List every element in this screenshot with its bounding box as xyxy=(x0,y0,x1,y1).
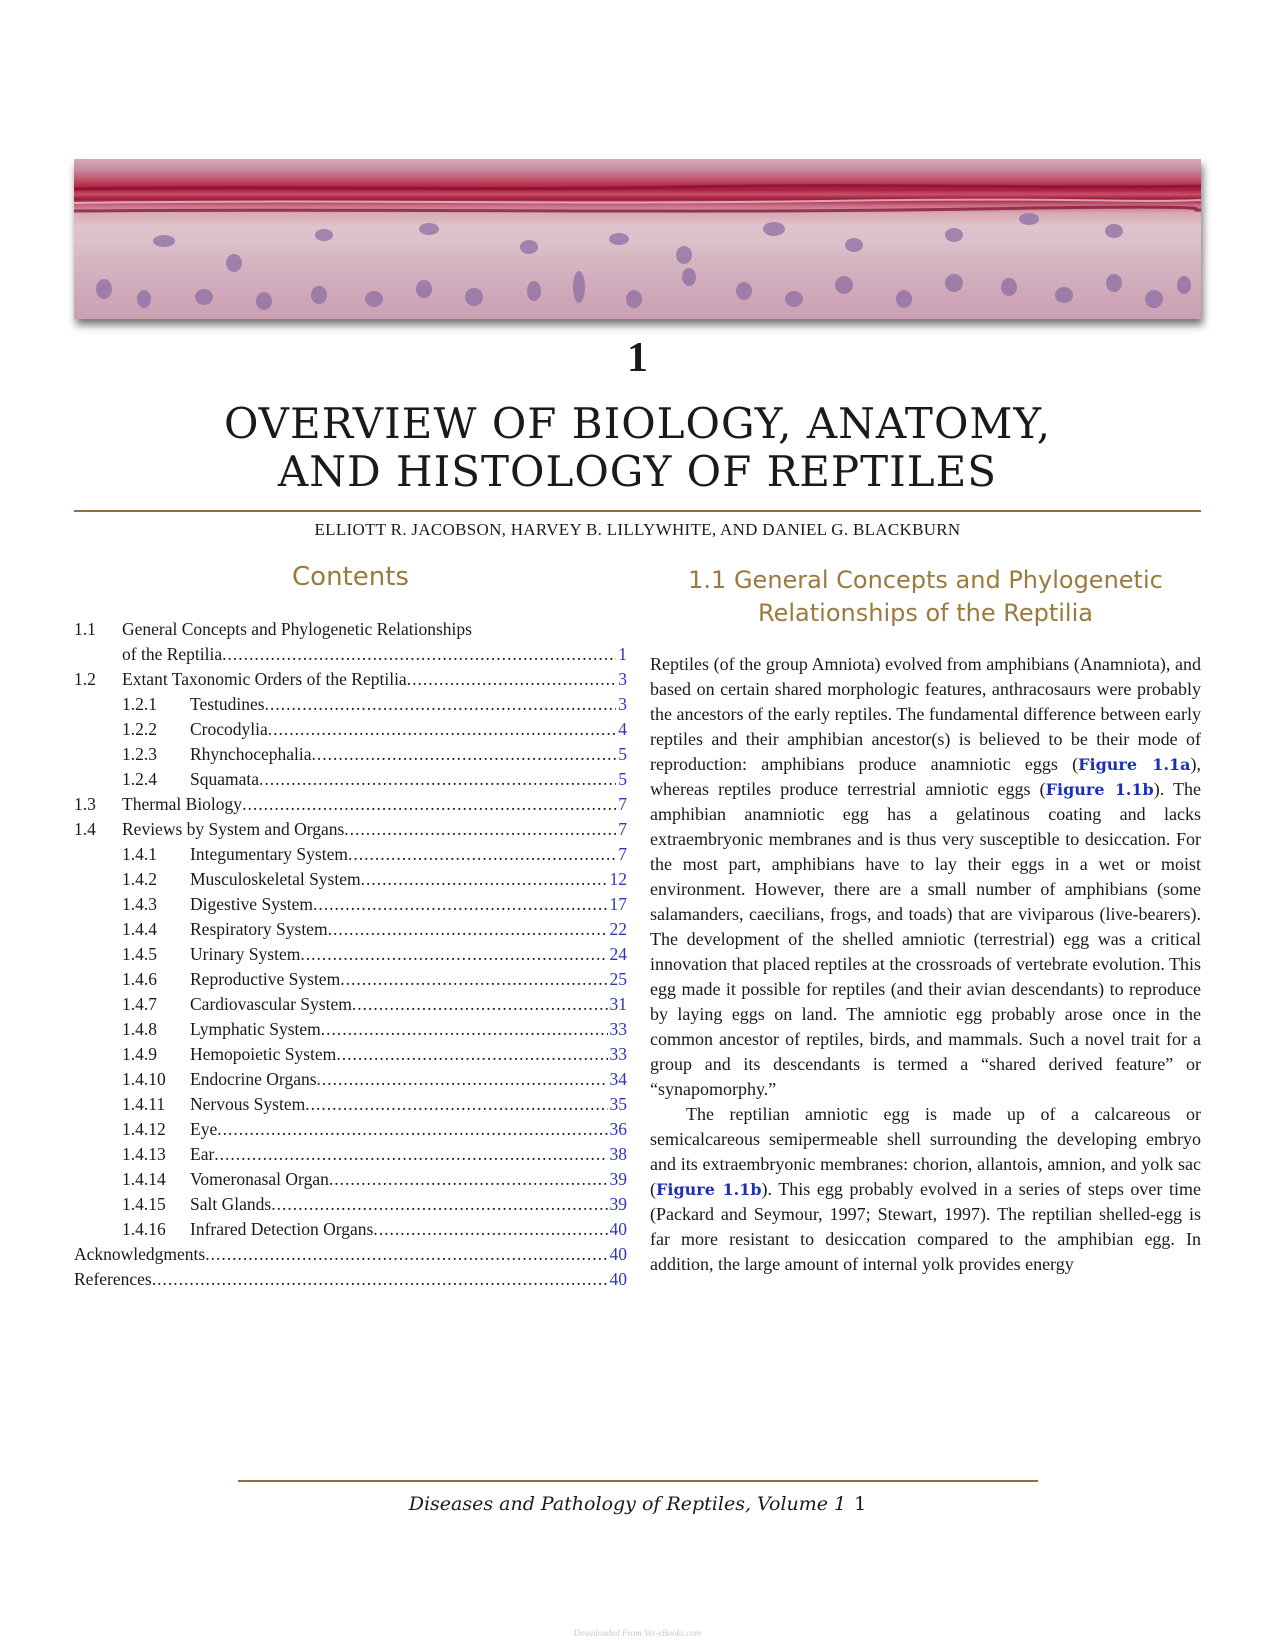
toc-dot-leader xyxy=(328,917,608,942)
toc-entry-page-link[interactable]: 36 xyxy=(609,1119,627,1139)
toc-dot-leader xyxy=(268,717,616,742)
toc-entry-page-link[interactable]: 31 xyxy=(609,994,627,1014)
paragraph-2-text-b: ). This egg probably evolved in a series of steps over time (Packard and Seymour, 1997; Stewart, 1997). The reptilian shelled-egg is far more resistant to desiccation compared to the amphibian egg. In addition, the large amount of internal yolk provides energy xyxy=(650,1179,1201,1274)
toc-entry[interactable] xyxy=(74,692,627,717)
toc-entry[interactable] xyxy=(74,1217,627,1242)
toc-entry[interactable] xyxy=(74,1117,627,1142)
toc-dot-leader xyxy=(222,642,616,667)
section-heading-line-1: 1.1 General Concepts and Phylogenetic xyxy=(688,566,1163,594)
page-footer xyxy=(0,1493,1275,1515)
toc-entry-number: 1.4.16 xyxy=(122,1219,166,1239)
toc-entry[interactable] xyxy=(74,742,627,767)
chapter-authors: ELLIOTT R. JACOBSON, HARVEY B. LILLYWHITE, AND DANIEL G. BLACKBURN xyxy=(314,520,961,539)
toc-entry-page-link[interactable]: 39 xyxy=(609,1194,627,1214)
toc-entry-number: 1.2.1 xyxy=(122,694,157,714)
toc-entry-title: Salt Glands xyxy=(190,1194,272,1214)
toc-entry-title: Rhynchocephalia xyxy=(190,744,312,764)
histology-cells-illustration xyxy=(74,159,1201,319)
toc-entry-title: Crocodylia xyxy=(190,719,268,739)
toc-entry-page-link[interactable]: 22 xyxy=(609,919,627,939)
toc-entry-page-link[interactable]: 38 xyxy=(609,1144,627,1164)
toc-entry[interactable] xyxy=(74,792,627,817)
toc-entry-title: Cardiovascular System xyxy=(190,994,352,1014)
toc-entry-number: 1.4.6 xyxy=(122,969,157,989)
toc-dot-leader xyxy=(214,1142,607,1167)
toc-entry-title: Eye xyxy=(190,1119,218,1139)
toc-entry[interactable] xyxy=(74,1192,627,1217)
title-divider xyxy=(74,510,1201,512)
toc-entry-page-link[interactable]: 39 xyxy=(609,1169,627,1189)
toc-entry-number: 1.4.10 xyxy=(122,1069,166,1089)
toc-entry-number: 1.4.11 xyxy=(122,1094,166,1114)
toc-entry-page-link[interactable]: 34 xyxy=(609,1069,627,1089)
chapter-title-line-2: AND HISTOLOGY OF REPTILES xyxy=(277,447,998,496)
figure-link-1-1a[interactable]: Figure 1.1a xyxy=(1078,755,1191,774)
toc-entry-title: Squamata xyxy=(190,769,260,789)
chapter-title-line-1: OVERVIEW OF BIOLOGY, ANATOMY, xyxy=(223,399,1052,448)
toc-entry-page-link[interactable]: 40 xyxy=(609,1244,627,1264)
toc-dot-leader xyxy=(373,1217,607,1242)
toc-dot-leader xyxy=(311,742,616,767)
figure-link-1-1b-second[interactable]: Figure 1.1b xyxy=(656,1180,762,1199)
contents-heading: Contents xyxy=(292,562,409,592)
toc-entry-page-link[interactable]: 12 xyxy=(609,869,627,889)
toc-entry[interactable] xyxy=(74,1267,627,1292)
toc-entry-title: References xyxy=(74,1269,152,1289)
toc-entry-page-link[interactable]: 3 xyxy=(618,694,627,714)
toc-entry[interactable] xyxy=(74,717,627,742)
toc-entry[interactable] xyxy=(74,1242,627,1267)
toc-entry[interactable] xyxy=(74,967,627,992)
toc-entry[interactable] xyxy=(74,817,627,842)
toc-dot-leader xyxy=(336,1042,607,1067)
toc-entry-page-link[interactable]: 17 xyxy=(609,894,627,914)
toc-entry[interactable] xyxy=(74,917,627,942)
toc-entry[interactable] xyxy=(74,842,627,867)
toc-dot-leader xyxy=(300,942,607,967)
toc-entry-page-link[interactable]: 40 xyxy=(609,1269,627,1289)
toc-entry-number: 1.2 xyxy=(74,669,96,689)
toc-entry-page-link[interactable]: 35 xyxy=(609,1094,627,1114)
toc-dot-leader xyxy=(205,1242,607,1267)
toc-entry-page-link[interactable]: 7 xyxy=(618,844,627,864)
download-watermark: Downloaded From Vet-eBooks.com xyxy=(573,1628,702,1638)
toc-entry-number: 1.4.7 xyxy=(122,994,157,1014)
chapter-title xyxy=(0,400,1275,496)
toc-dot-leader xyxy=(317,1067,608,1092)
toc-entry-number: 1.4.14 xyxy=(122,1169,166,1189)
section-heading-line-2: Relationships of the Reptilia xyxy=(758,599,1093,627)
paragraph-1-text-a: Reptiles (of the group Amniota) evolved from amphibians (Anamniota), and based on certain shared morphologic features, anthracosaurs were probably the ancestors of the early reptiles. The fundamental difference between early reptiles and their amphibian ancestor(s) is believed to be their mode of reproduction: amphibians produce anamniotic eggs ( xyxy=(650,654,1201,774)
toc-entry[interactable] xyxy=(74,617,627,642)
chapter-number: 1 xyxy=(627,335,648,381)
toc-dot-leader xyxy=(352,992,608,1017)
toc-entry[interactable] xyxy=(74,892,627,917)
toc-entry-number: 1.4.3 xyxy=(122,894,157,914)
toc-entry-number: 1.4.13 xyxy=(122,1144,166,1164)
toc-entry-number: 1.2.2 xyxy=(122,719,157,739)
toc-entry-title: Integumentary System xyxy=(190,844,348,864)
table-of-contents xyxy=(74,617,627,1292)
toc-entry-number: 1.1 xyxy=(74,619,96,639)
toc-entry-number: 1.2.3 xyxy=(122,744,157,764)
toc-entry-page-link[interactable]: 33 xyxy=(609,1019,627,1039)
toc-entry-title: Testudines xyxy=(190,694,265,714)
toc-entry-title: Lymphatic System xyxy=(190,1019,321,1039)
toc-entry-number: 1.4.15 xyxy=(122,1194,166,1214)
figure-link-1-1b[interactable]: Figure 1.1b xyxy=(1045,780,1154,799)
toc-entry-number: 1.4 xyxy=(74,819,96,839)
toc-entry-title: Infrared Detection Organs xyxy=(190,1219,374,1239)
toc-entry-title: Endocrine Organs xyxy=(190,1069,317,1089)
toc-entry-title: Urinary System xyxy=(190,944,301,964)
toc-dot-leader xyxy=(242,792,616,817)
paragraph-2-text-a: The reptilian amniotic egg is made up of a calcareous or semicalcareous semipermeable shell surrounding the developing embryo and its extraembryonic membranes: chorion, allantois, amnion, and yolk sac ( xyxy=(650,1104,1201,1199)
toc-entry-number: 1.4.4 xyxy=(122,919,157,939)
toc-entry-page-link[interactable]: 4 xyxy=(618,719,627,739)
toc-dot-leader xyxy=(265,692,617,717)
toc-entry-number: 1.3 xyxy=(74,794,96,814)
toc-entry[interactable] xyxy=(74,942,627,967)
toc-entry-title: Reproductive System xyxy=(190,969,341,989)
paragraph-2 xyxy=(650,1102,1201,1277)
toc-entry[interactable] xyxy=(74,667,627,692)
toc-entry[interactable] xyxy=(74,1017,627,1042)
toc-dot-leader xyxy=(305,1092,607,1117)
toc-dot-leader xyxy=(313,892,608,917)
footer-page-number: 1 xyxy=(854,1493,867,1515)
toc-entry-title: Ear xyxy=(190,1144,215,1164)
paragraph-1 xyxy=(650,652,1201,1102)
toc-entry-title: Respiratory System xyxy=(190,919,328,939)
toc-entry-title: Digestive System xyxy=(190,894,313,914)
toc-entry-title: Nervous System xyxy=(190,1094,306,1114)
toc-entry-page-link[interactable]: 24 xyxy=(609,944,627,964)
histology-banner-image xyxy=(74,159,1201,319)
toc-entry-number: 1.4.2 xyxy=(122,869,157,889)
toc-entry-title: Reviews by System and Organs xyxy=(122,819,345,839)
toc-dot-leader xyxy=(259,767,616,792)
toc-dot-leader xyxy=(152,1267,608,1292)
toc-entry-title: Vomeronasal Organ xyxy=(190,1169,329,1189)
toc-entry[interactable] xyxy=(74,992,627,1017)
toc-entry[interactable] xyxy=(74,767,627,792)
toc-entry-page-link[interactable]: 25 xyxy=(609,969,627,989)
paragraph-1-text-c: ). The amphibian anamniotic egg has a gelatinous coating and lacks extraembryonic membranes and is thus very susceptible to desiccation. For the most part, amphibians have to lay their eggs in a wet or moist environment. However, there are a small number of amphibians (some salamanders, caecilians, frogs, and toads) that are viviparous (live-bearers). The development of the shelled amniotic (terrestrial) egg was a critical innovation that placed reptiles at the crossroads of vertebrate evolution. This egg made it possible for reptiles (and their avian descendants) to reproduce by laying eggs on land. The amniotic egg probably arose once in the common ancestor of reptiles, birds, and mammals. Such a novel trait for a group and its descendants is termed a “shared derived feature” or “synapomorphy.” xyxy=(650,779,1202,1099)
toc-entry[interactable] xyxy=(74,1092,627,1117)
toc-entry-page-link[interactable]: 7 xyxy=(618,819,627,839)
toc-entry-number: 1.4.9 xyxy=(122,1044,157,1064)
toc-entry-title: General Concepts and Phylogenetic Relationships xyxy=(122,619,472,639)
toc-entry-page-link[interactable]: 40 xyxy=(609,1219,627,1239)
toc-entry[interactable] xyxy=(74,1142,627,1167)
toc-entry-number: 1.4.5 xyxy=(122,944,157,964)
toc-entry-number: 1.4.12 xyxy=(122,1119,166,1139)
toc-entry-page-link[interactable]: 3 xyxy=(618,669,627,689)
toc-entry-number: 1.2.4 xyxy=(122,769,157,789)
toc-entry-number: 1.4.1 xyxy=(122,844,157,864)
toc-entry-page-link[interactable]: 5 xyxy=(618,744,627,764)
section-heading xyxy=(650,564,1201,630)
toc-entry[interactable] xyxy=(74,1042,627,1067)
toc-dot-leader xyxy=(321,1017,608,1042)
footer-divider xyxy=(238,1480,1038,1482)
toc-entry-number: 1.4.8 xyxy=(122,1019,157,1039)
toc-entry-title: of the Reptilia xyxy=(122,644,223,664)
toc-entry[interactable] xyxy=(74,1167,627,1192)
toc-entry-title: Musculoskeletal System xyxy=(190,869,361,889)
toc-dot-leader xyxy=(348,842,616,867)
toc-entry-title: Thermal Biology xyxy=(122,794,243,814)
toc-dot-leader xyxy=(361,867,608,892)
toc-entry[interactable] xyxy=(74,867,627,892)
section-body xyxy=(650,652,1201,1277)
toc-dot-leader xyxy=(217,1117,607,1142)
toc-entry-page-link[interactable]: 1 xyxy=(618,644,627,664)
toc-dot-leader xyxy=(329,1167,608,1192)
toc-entry-title: Hemopoietic System xyxy=(190,1044,337,1064)
paragraph-1-text-b: ), whereas reptiles produce terrestrial amniotic eggs ( xyxy=(650,754,1202,799)
toc-entry-title: Extant Taxonomic Orders of the Reptilia xyxy=(122,669,407,689)
toc-dot-leader xyxy=(407,667,617,692)
toc-entry-page-link[interactable]: 7 xyxy=(618,794,627,814)
toc-entry-page-link[interactable]: 33 xyxy=(609,1044,627,1064)
toc-dot-leader xyxy=(344,817,616,842)
toc-entry[interactable] xyxy=(74,642,627,667)
toc-entry-page-link[interactable]: 5 xyxy=(618,769,627,789)
footer-book-title: Diseases and Pathology of Reptiles, Volume 1 xyxy=(408,1493,847,1515)
toc-entry[interactable] xyxy=(74,1067,627,1092)
toc-entry-title: Acknowledgments xyxy=(74,1244,206,1264)
toc-dot-leader xyxy=(340,967,607,992)
toc-dot-leader xyxy=(271,1192,607,1217)
